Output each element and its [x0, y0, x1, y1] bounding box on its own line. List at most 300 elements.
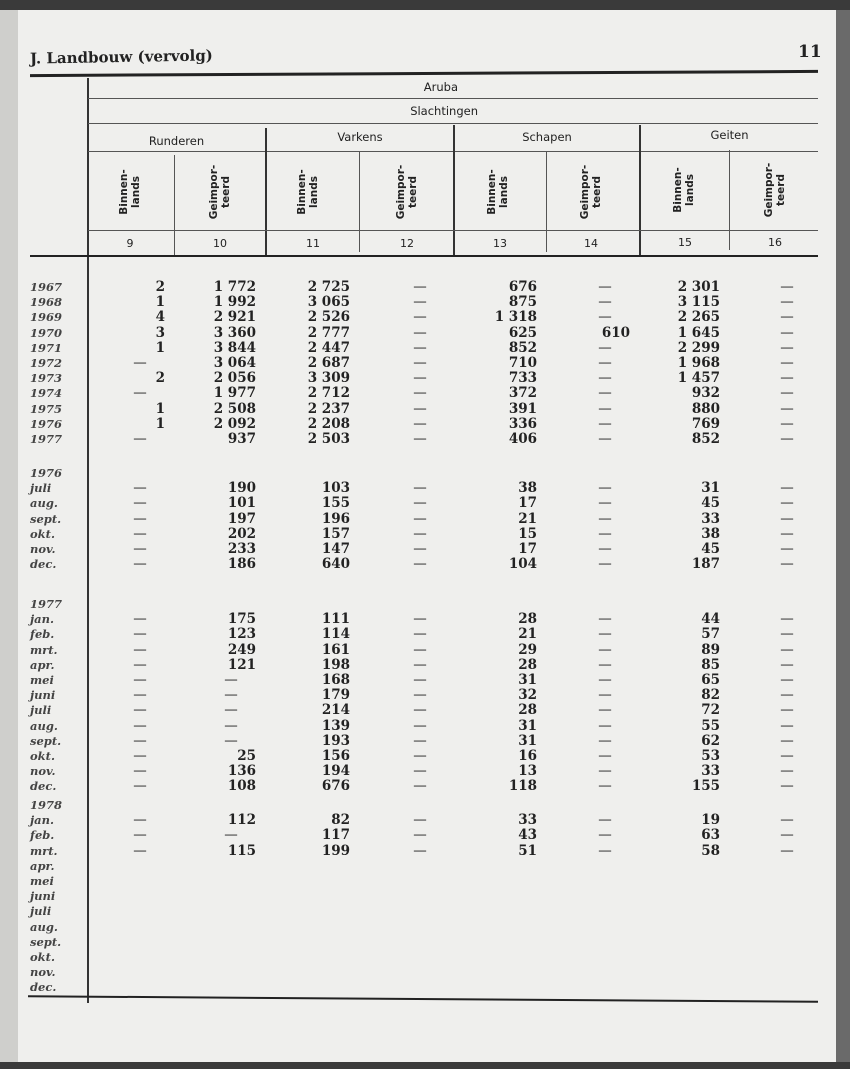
table-cell: — [598, 812, 612, 829]
row-label: 1972 [30, 356, 63, 370]
row-label: juni [30, 688, 56, 703]
row-label: dec. [30, 779, 57, 794]
table-cell: 53 [701, 748, 720, 764]
right-page-edge [836, 10, 850, 1062]
table-cell: 28 [518, 611, 537, 628]
table-cell: — [133, 812, 147, 829]
table-cell: 155 [321, 495, 350, 512]
table-cell: — [598, 525, 612, 542]
table-cell: — [413, 827, 427, 844]
table-cell: 155 [691, 778, 720, 795]
table-cell: — [780, 309, 794, 326]
col-header-16 [763, 155, 787, 225]
table-cell: 38 [518, 480, 537, 497]
table-cell: 31 [518, 672, 537, 688]
table-cell: 57 [701, 626, 720, 643]
row-label: 1969 [30, 310, 63, 325]
table-cell: — [133, 385, 147, 402]
table-cell: — [598, 541, 612, 557]
table-cell: 710 [508, 355, 537, 371]
table-cell: — [413, 355, 427, 371]
table-cell: — [780, 687, 794, 704]
table-cell: 17 [518, 541, 537, 557]
table-cell: 193 [321, 732, 350, 749]
table-cell: 233 [227, 541, 256, 557]
table-cell: 2 712 [307, 385, 350, 402]
table-cell: — [224, 732, 238, 749]
table-cell: — [598, 717, 612, 734]
table-cell: — [133, 495, 147, 512]
table-cell: — [780, 556, 794, 573]
table-cell: — [133, 717, 147, 734]
header-line: lands [308, 176, 320, 208]
col-num-11: 11 [306, 237, 320, 250]
table-cell: — [413, 510, 427, 527]
row-label: feb. [30, 627, 55, 642]
table-cell: 31 [518, 732, 537, 749]
table-cell: 101 [227, 495, 256, 512]
table-cell: 406 [508, 431, 537, 447]
row-label: 1971 [30, 340, 63, 355]
table-cell: — [780, 702, 794, 719]
table-cell: 108 [227, 778, 256, 795]
table-cell: 1 [155, 415, 165, 432]
col-num-9: 9 [126, 237, 134, 250]
row-label: aug. [30, 496, 58, 511]
table-cell: 2 [155, 370, 165, 387]
table-cell: — [133, 611, 147, 628]
header-line: Geimpor- [579, 164, 591, 220]
table-cell: 44 [701, 611, 720, 628]
table-cell: 2 299 [677, 339, 720, 356]
table-cell: 111 [321, 611, 350, 628]
table-cell: 190 [227, 480, 256, 497]
table-cell: 2 237 [307, 400, 350, 417]
table-cell: — [133, 827, 147, 844]
row-label: aug. [30, 919, 58, 934]
table-cell: 157 [321, 525, 350, 542]
table-cell: 1 645 [677, 324, 720, 341]
table-cell: — [598, 641, 612, 658]
table-cell: 104 [508, 556, 537, 573]
table-cell: 3 309 [307, 370, 350, 387]
sub-divider [174, 155, 175, 255]
table-cell: — [413, 324, 427, 341]
table-cell: 880 [691, 400, 720, 417]
table-cell: — [133, 431, 147, 447]
table-cell: — [780, 732, 794, 749]
table-cell: — [780, 656, 794, 673]
table-cell: 103 [321, 480, 350, 497]
table-cell: — [133, 510, 147, 527]
table-cell: — [598, 763, 612, 780]
col-header-15 [672, 160, 696, 220]
table-cell: — [780, 626, 794, 643]
table-cell: — [413, 732, 427, 749]
table-cell: 115 [227, 842, 256, 859]
table-cell: 55 [701, 717, 720, 734]
row-label: feb. [30, 828, 55, 843]
table-cell: 139 [321, 717, 350, 734]
table-cell: 82 [331, 812, 350, 829]
table-cell: — [598, 355, 612, 371]
table-cell: — [780, 294, 794, 311]
table-cell: 2 725 [307, 279, 350, 295]
table-cell: — [598, 656, 612, 673]
row-label: mei [30, 874, 54, 888]
table-cell: — [413, 480, 427, 497]
header-line: Binnen- [296, 169, 308, 215]
table-cell: 161 [321, 641, 350, 658]
table-cell: — [413, 415, 427, 432]
row-label: okt. [30, 526, 55, 541]
group-varkens: Varkens [337, 130, 383, 144]
table-cell: 4 [155, 309, 165, 326]
table-cell: — [224, 717, 238, 734]
table-cell: 852 [691, 431, 720, 447]
row-label: juli [30, 703, 52, 718]
table-cell: 3 360 [213, 324, 256, 341]
table-cell: 640 [321, 556, 350, 573]
table-cell: 1 [155, 339, 165, 356]
header-line: lands [498, 176, 510, 208]
row-label: okt. [30, 950, 55, 964]
table-cell: 58 [701, 842, 720, 859]
row-label: 1977 [30, 432, 63, 446]
table-cell: — [413, 495, 427, 512]
table-cell: 3 844 [213, 339, 256, 356]
row-label: juni [30, 889, 56, 904]
table-cell: 676 [321, 778, 350, 795]
row-label: aug. [30, 718, 58, 733]
col-header-11 [296, 162, 320, 222]
table-cell: 51 [518, 842, 537, 859]
table-cell: — [598, 400, 612, 417]
table-cell: — [224, 702, 238, 719]
table-cell: — [598, 385, 612, 402]
table-cell: — [413, 309, 427, 326]
region-header: Aruba [423, 80, 458, 94]
table-cell: 2 208 [307, 415, 350, 432]
table-cell: — [780, 495, 794, 512]
header-line: teerd [775, 174, 787, 206]
table-cell: 62 [701, 732, 720, 749]
table-cell: 372 [508, 385, 537, 402]
table-cell: — [598, 748, 612, 764]
table-cell: — [133, 355, 147, 371]
year-label: 1977 [30, 597, 63, 611]
table-cell: — [598, 611, 612, 628]
row-label: okt. [30, 749, 55, 763]
table-cell: 2 687 [307, 355, 350, 371]
table-cell: — [413, 763, 427, 780]
table-cell: 1 992 [213, 294, 256, 311]
table-cell: — [413, 556, 427, 573]
row-label: apr. [30, 858, 55, 873]
table-cell: — [413, 294, 427, 311]
table-cell: — [413, 541, 427, 557]
header-line: Binnen- [672, 167, 684, 213]
table-cell: 196 [321, 510, 350, 527]
table-cell: — [598, 732, 612, 749]
rule-subtitle [88, 123, 818, 124]
row-label: 1976 [30, 416, 63, 431]
table-cell: 336 [508, 415, 537, 432]
col-num-16: 16 [768, 236, 782, 249]
table-cell: — [413, 279, 427, 295]
row-label: nov. [30, 764, 56, 779]
table-cell: — [413, 626, 427, 643]
table-cell: — [598, 370, 612, 387]
table-cell: 179 [321, 687, 350, 704]
header-line: lands [130, 176, 142, 208]
row-label: 1975 [30, 401, 63, 416]
row-label: apr. [30, 657, 55, 672]
table-cell: 31 [701, 480, 720, 497]
table-cell: — [413, 702, 427, 719]
subtitle-header: Slachtingen [410, 104, 478, 118]
table-cell: 17 [518, 495, 537, 512]
table-cell: 202 [227, 525, 256, 542]
table-cell: — [133, 702, 147, 719]
table-cell: 168 [321, 672, 350, 688]
table-cell: 112 [227, 812, 256, 829]
table-cell: 249 [227, 641, 256, 658]
table-cell: — [780, 611, 794, 628]
table-cell: — [133, 556, 147, 573]
table-cell: — [224, 672, 238, 688]
table-cell: 16 [518, 748, 537, 764]
table-cell: — [133, 687, 147, 704]
table-cell: — [780, 812, 794, 829]
table-cell: 198 [321, 656, 350, 673]
table-cell: — [780, 748, 794, 764]
table-cell: 625 [508, 324, 537, 341]
table-cell: 28 [518, 702, 537, 719]
table-cell: — [780, 415, 794, 432]
row-label: 1967 [30, 280, 63, 294]
table-cell: 875 [508, 294, 537, 311]
table-cell: — [133, 748, 147, 764]
table-cell: 2 526 [307, 309, 350, 326]
table-cell: — [133, 672, 147, 688]
row-label: 1968 [30, 295, 63, 310]
table-cell: 2 921 [213, 309, 256, 326]
table-cell: — [413, 717, 427, 734]
header-line: teerd [220, 176, 232, 208]
table-cell: 2 [155, 279, 165, 295]
table-cell: 1 772 [213, 279, 256, 295]
col-num-10: 10 [213, 237, 227, 250]
table-cell: — [780, 717, 794, 734]
table-cell: 676 [508, 279, 537, 295]
row-label: mrt. [30, 642, 58, 657]
table-cell: 937 [227, 431, 256, 447]
col-header-13 [486, 162, 510, 222]
table-cell: 610 [601, 324, 630, 341]
table-cell: 33 [701, 763, 720, 780]
table-cell: — [598, 294, 612, 311]
table-cell: 32 [518, 687, 537, 704]
table-cell: — [780, 400, 794, 417]
table-cell: 117 [321, 827, 350, 844]
row-label: 1970 [30, 325, 63, 340]
table-cell: — [413, 370, 427, 387]
row-label: sept. [30, 511, 62, 526]
table-cell: 197 [227, 510, 256, 527]
table-cell: 214 [321, 702, 350, 719]
table-cell: 136 [227, 763, 256, 780]
table-cell: 733 [508, 370, 537, 387]
rule-header-bottom [30, 255, 818, 257]
col-num-15: 15 [678, 236, 692, 249]
row-label: nov. [30, 965, 56, 980]
rule-colnums-top [88, 230, 818, 231]
table-cell: 13 [518, 763, 537, 780]
table-cell: 28 [518, 656, 537, 673]
group-divider [453, 125, 455, 255]
table-cell: — [598, 626, 612, 643]
header-line: Binnen- [118, 169, 130, 215]
table-cell: — [413, 672, 427, 688]
table-cell: — [133, 480, 147, 497]
table-cell: — [598, 339, 612, 356]
table-cell: 15 [518, 525, 537, 542]
table-cell: — [780, 842, 794, 859]
table-cell: — [413, 748, 427, 764]
col-header-9 [118, 162, 142, 222]
sub-divider [729, 150, 730, 250]
table-cell: 2 508 [213, 400, 256, 417]
table-cell: — [780, 510, 794, 527]
row-label: dec. [30, 557, 57, 572]
row-label: mrt. [30, 843, 58, 858]
table-cell: 2 777 [307, 324, 350, 341]
table-cell: — [598, 480, 612, 497]
table-cell: 45 [701, 541, 720, 557]
table-cell: 43 [518, 827, 537, 844]
table-cell: — [413, 778, 427, 795]
row-label: sept. [30, 733, 62, 748]
header-line: Binnen- [486, 169, 498, 215]
page-number: 11 [798, 42, 822, 62]
table-cell: — [413, 385, 427, 402]
header-line: Geimpor- [395, 164, 407, 220]
row-label: dec. [30, 980, 57, 995]
table-cell: 89 [701, 641, 720, 658]
table-cell: — [133, 641, 147, 658]
table-cell: — [780, 641, 794, 658]
table-cell: — [133, 732, 147, 749]
table-cell: — [780, 827, 794, 844]
table-cell: 156 [321, 748, 350, 764]
group-divider [265, 128, 267, 255]
table-cell: — [224, 827, 238, 844]
row-label: 1974 [30, 386, 63, 401]
table-cell: 21 [518, 510, 537, 527]
col-header-12 [395, 157, 419, 227]
row-label: sept. [30, 934, 62, 949]
table-cell: 85 [701, 656, 720, 673]
year-label: 1976 [30, 466, 63, 480]
table-cell: 33 [701, 510, 720, 527]
section-title: J. Landbouw (vervolg) [29, 46, 213, 68]
table-cell: — [780, 672, 794, 688]
table-cell: 114 [321, 626, 350, 643]
table-cell: 1 [155, 400, 165, 417]
table-cell: — [598, 495, 612, 512]
table-cell: — [133, 778, 147, 795]
table-cell: 33 [518, 812, 537, 829]
col-num-12: 12 [400, 237, 414, 250]
table-cell: — [413, 431, 427, 447]
header-line: Geimpor- [208, 164, 220, 220]
table-cell: 147 [321, 541, 350, 557]
table-cell: 2 447 [307, 339, 350, 356]
table-cell: 3 [155, 324, 165, 341]
row-label: mei [30, 673, 54, 687]
table-cell: 1 457 [677, 370, 720, 387]
table-cell: 82 [701, 687, 720, 704]
row-label: 1973 [30, 371, 63, 386]
table-cell: — [598, 778, 612, 795]
table-cell: 1 977 [213, 385, 256, 402]
table-cell: 29 [518, 641, 537, 658]
table-cell: 187 [691, 556, 720, 573]
table-cell: — [780, 339, 794, 356]
row-label: jan. [30, 813, 54, 828]
table-cell: — [780, 778, 794, 795]
table-cell: — [780, 525, 794, 542]
table-cell: — [780, 355, 794, 371]
row-label: juli [30, 481, 52, 496]
col-num-14: 14 [584, 237, 598, 250]
table-cell: — [133, 656, 147, 673]
table-cell: 391 [508, 400, 537, 417]
table-cell: 72 [701, 702, 720, 719]
table-cell: — [413, 525, 427, 542]
table-cell: — [413, 842, 427, 859]
table-cell: 123 [227, 626, 256, 643]
table-cell: — [780, 279, 794, 295]
col-header-10 [208, 157, 232, 227]
table-cell: 175 [227, 611, 256, 628]
table-cell: — [413, 611, 427, 628]
header-line: teerd [407, 176, 419, 208]
table-cell: — [780, 385, 794, 402]
table-cell: 118 [508, 778, 537, 795]
table-cell: — [413, 641, 427, 658]
table-cell: 2 503 [307, 431, 350, 447]
table-cell: — [780, 763, 794, 780]
table-cell: 31 [518, 717, 537, 734]
table-cell: 1 318 [494, 309, 537, 326]
table-cell: 1 [155, 294, 165, 311]
table-cell: — [598, 431, 612, 447]
row-label: juli [30, 904, 52, 919]
table-cell: 2 301 [677, 279, 720, 295]
table-cell: 2 056 [213, 370, 256, 387]
table-cell: 121 [227, 656, 256, 673]
row-label: nov. [30, 542, 56, 556]
table-cell: 852 [508, 339, 537, 356]
table-cell: — [598, 672, 612, 688]
table-cell: — [598, 415, 612, 432]
table-cell: — [413, 400, 427, 417]
header-line: lands [684, 174, 696, 206]
table-cell: 2 092 [213, 415, 256, 432]
table-cell: — [598, 279, 612, 295]
